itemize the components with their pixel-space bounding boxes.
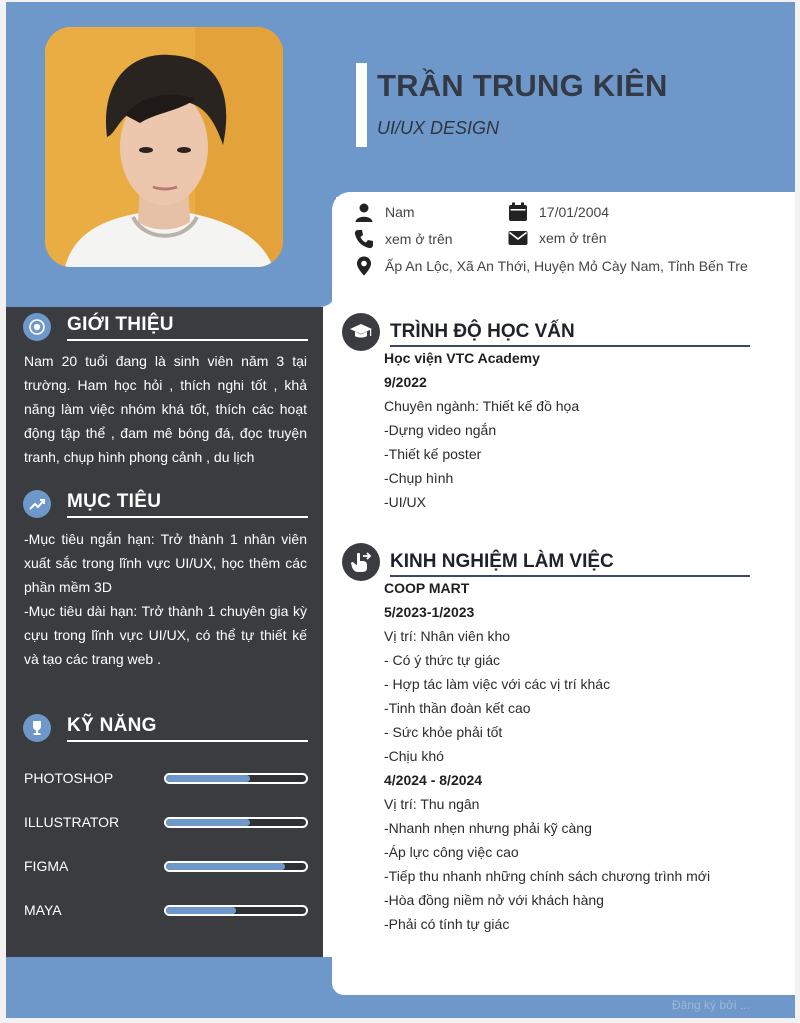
skills-title: KỸ NĂNG — [67, 715, 308, 742]
contact-phone — [354, 229, 453, 249]
email-value: xem ở trên — [539, 230, 607, 246]
job-line: -Tinh thần đoàn kết cao — [384, 700, 531, 716]
experience-title: KINH NGHIỆM LÀM VIỆC — [390, 551, 750, 577]
gender-value: Nam — [385, 204, 415, 220]
job-line: - Hợp tác làm việc với các vị trí khác — [384, 676, 611, 692]
person-icon — [354, 202, 374, 222]
job-title: UI/UX DESIGN — [377, 118, 500, 138]
phone-value: xem ở trên — [385, 231, 453, 247]
skill-row — [24, 814, 309, 830]
skill-bar-fill — [166, 775, 250, 782]
intro-title: GIỚI THIỆU — [67, 314, 308, 341]
education-line: -Chụp hình — [384, 470, 454, 486]
job-period: 5/2023-1/2023 — [384, 604, 475, 620]
target-icon — [23, 313, 51, 341]
birthdate-value: 17/01/2004 — [539, 204, 610, 220]
profile-photo — [45, 27, 283, 267]
job-line: -Nhanh nhẹn nhưng phải kỹ càng — [384, 820, 592, 836]
school-name: Học viện VTC Academy — [384, 350, 540, 366]
skills-heading — [23, 714, 308, 742]
skill-bar — [164, 773, 308, 784]
contact-gender — [354, 202, 415, 222]
skill-name: ILLUSTRATOR — [24, 814, 120, 830]
envelope-icon — [508, 228, 528, 248]
skill-name: FIGMA — [24, 858, 69, 874]
job-period: 4/2024 - 8/2024 — [384, 772, 483, 788]
skill-row — [24, 902, 309, 918]
phone-icon — [354, 229, 374, 249]
skill-row — [24, 770, 309, 786]
contact-address — [354, 256, 748, 276]
job-line: Vị trí: Thu ngân — [384, 796, 480, 812]
intro-text: Nam 20 tuổi đang là sinh viên năm 3 tại trường. Ham học hỏi , thích nghi tốt , khả năng làm việc nhóm khá tốt, thích các hoạt động tập thể , đam mê bóng đá, đọc truyện tranh, chụp hình phong cảnh , du lịch — [24, 353, 307, 465]
footer-card-edge — [332, 957, 795, 995]
skill-bar — [164, 817, 308, 828]
name-accent-bar — [356, 63, 367, 147]
job-line: -Hòa đồng niềm nở với khách hàng — [384, 892, 604, 908]
skill-bar — [164, 861, 308, 872]
education-line: -Dựng video ngắn — [384, 422, 497, 438]
hand-pointer-icon — [342, 543, 380, 581]
job-line: - Sức khỏe phải tốt — [384, 724, 503, 740]
goals-long-term: -Mục tiêu dài hạn: Trở thành 1 chuyên gia kỳ cựu trong lĩnh vực UI/UX, có thể tự thiết kế và tạo các trang web . — [24, 603, 307, 667]
goals-short-term: -Mục tiêu ngắn hạn: Trở thành 1 nhân viên xuất sắc trong lĩnh vực UI/UX, học thêm các phần mềm 3D — [24, 531, 307, 595]
education-details — [384, 346, 784, 514]
skill-bar — [164, 905, 308, 916]
experience-details — [384, 576, 784, 936]
job-line: -Phải có tính tự giác — [384, 916, 510, 932]
education-date: 9/2022 — [384, 374, 427, 390]
job-line: Vị trí: Nhân viên kho — [384, 628, 511, 644]
job-line: -Áp lực công việc cao — [384, 844, 519, 860]
contact-birthdate — [508, 202, 609, 222]
skill-name: MAYA — [24, 902, 62, 918]
goals-heading — [23, 490, 308, 518]
address-value: Ấp An Lộc, Xã An Thới, Huyện Mỏ Cày Nam, Tỉnh Bến Tre — [385, 258, 748, 274]
education-title: TRÌNH ĐỘ HỌC VẤN — [390, 321, 750, 347]
goals-title: MỤC TIÊU — [67, 491, 308, 518]
skill-name: PHOTOSHOP — [24, 770, 114, 786]
skill-bar-fill — [166, 907, 236, 914]
trophy-icon — [23, 714, 51, 742]
graduation-cap-icon — [342, 313, 380, 351]
portrait-illustration — [45, 27, 283, 267]
skill-row — [24, 858, 309, 874]
intro-heading — [23, 313, 308, 341]
skill-bar-fill — [166, 819, 250, 826]
job-line: -Tiếp thu nhanh những chính sách chương trình mới — [384, 868, 711, 884]
calendar-icon — [508, 202, 528, 222]
location-pin-icon — [354, 256, 374, 276]
contact-email — [508, 228, 607, 248]
education-line: Chuyên ngành: Thiết kế đồ họa — [384, 398, 580, 414]
cv-page — [6, 2, 795, 1018]
trending-up-icon — [23, 490, 51, 518]
education-line: -UI/UX — [384, 494, 426, 510]
education-line: -Thiết kế poster — [384, 446, 482, 462]
company-name: COOP MART — [384, 580, 470, 596]
skill-bar-fill — [166, 863, 285, 870]
job-line: - Có ý thức tự giác — [384, 652, 500, 668]
watermark: Đăng ký bởi ... — [672, 998, 750, 1012]
job-line: -Chịu khó — [384, 748, 444, 764]
full-name: TRẦN TRUNG KIÊN — [377, 68, 668, 103]
